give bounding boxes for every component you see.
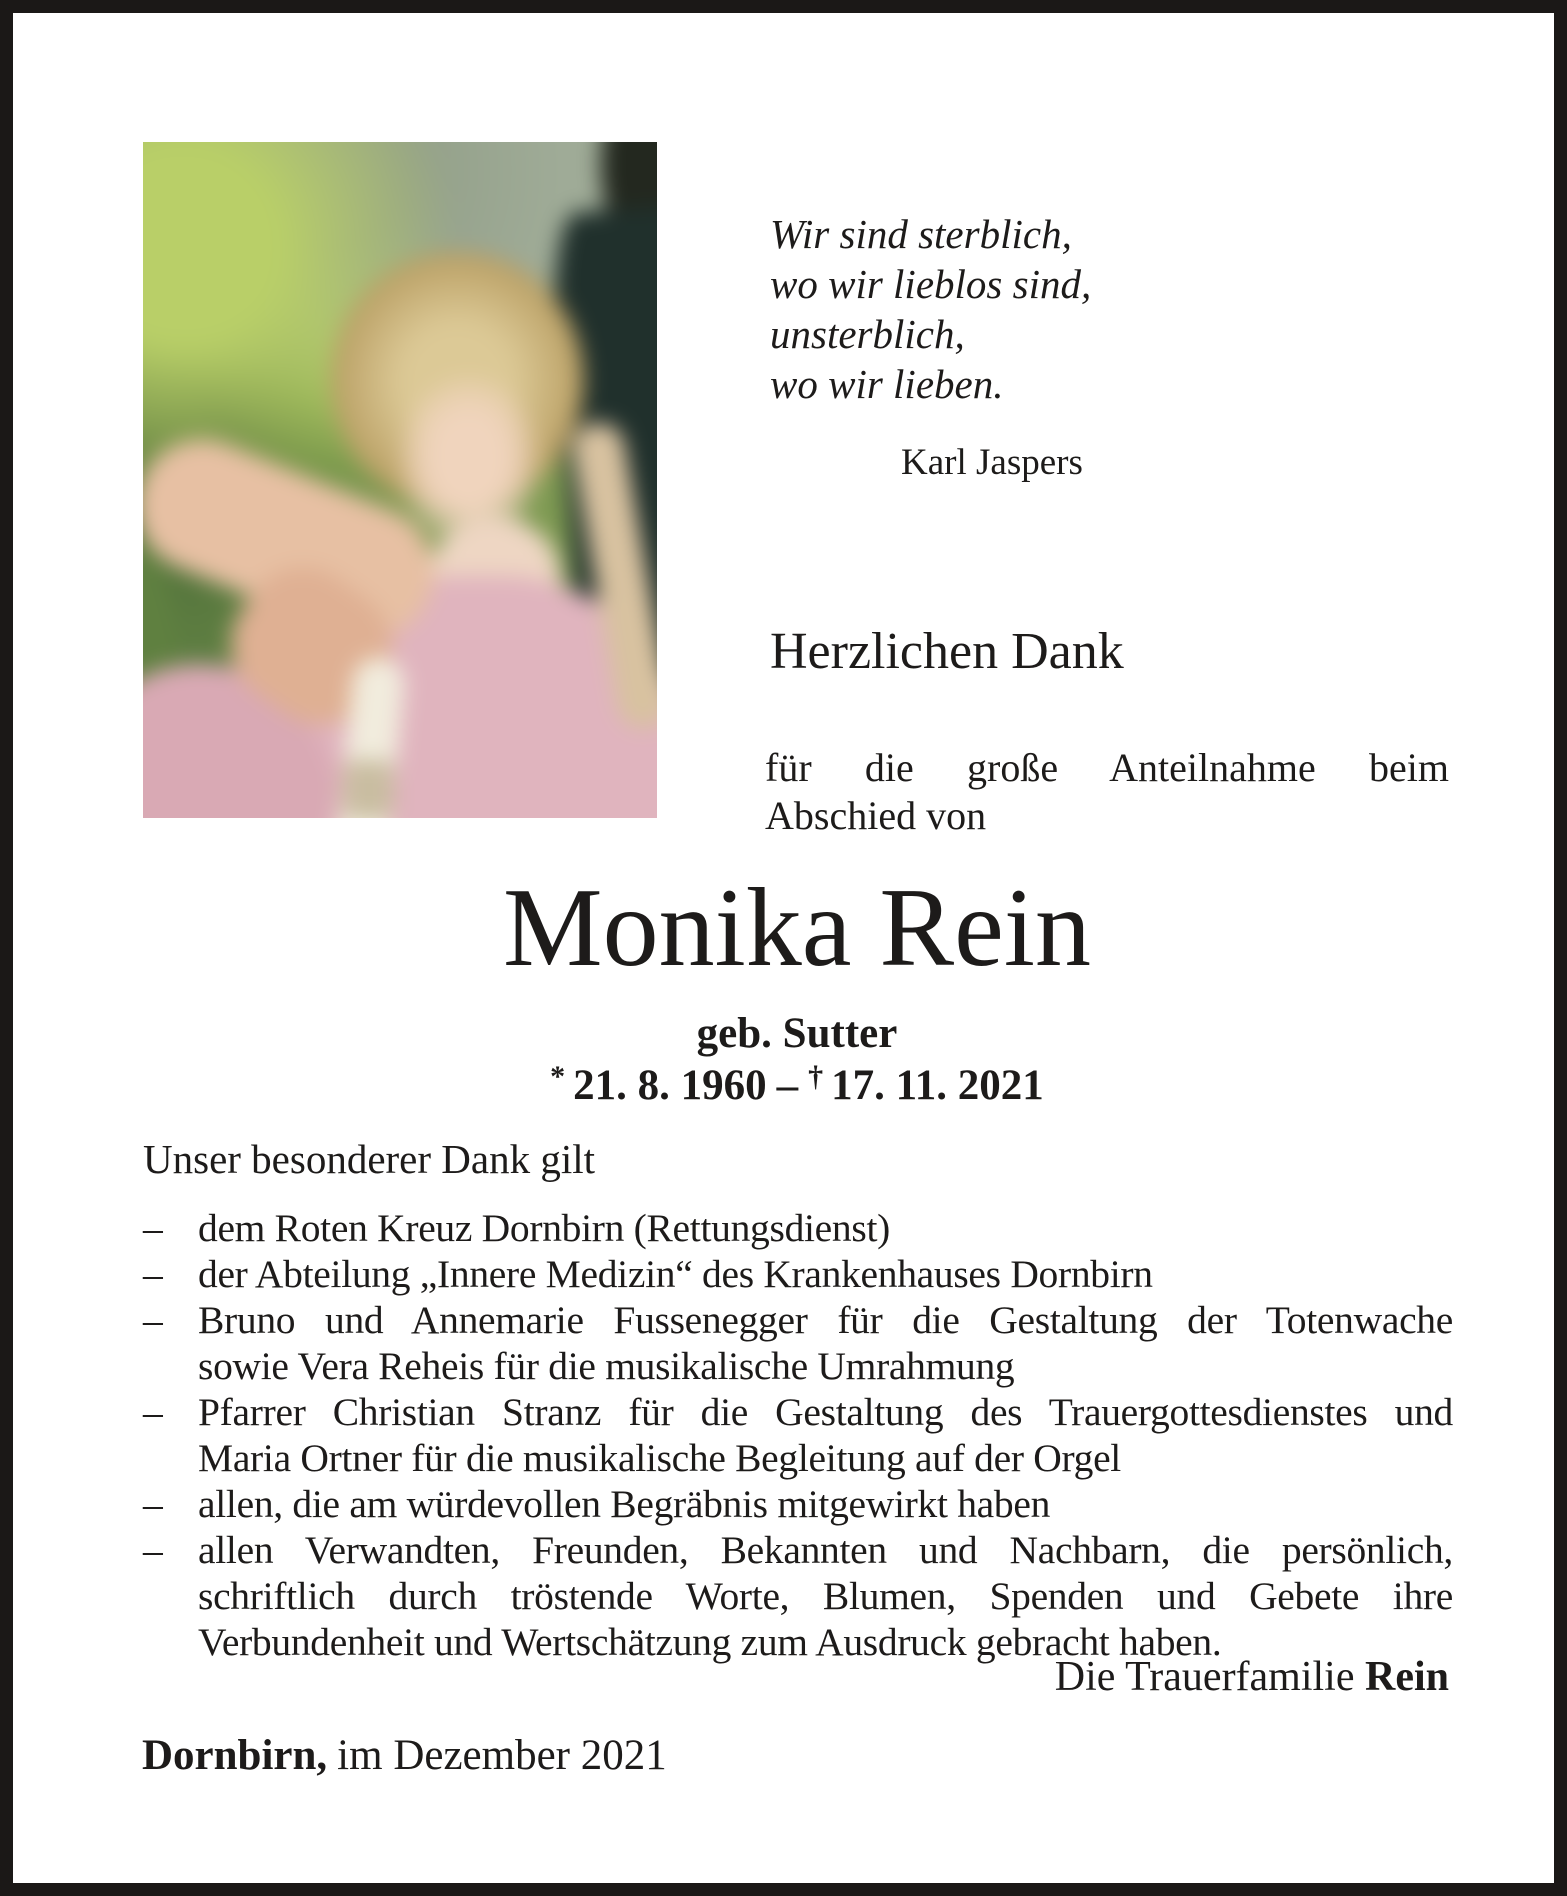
acknowledgement-item [143, 1481, 1453, 1527]
memorial-quote [770, 209, 1240, 409]
place-date-line [142, 1731, 667, 1780]
acknowledgement-text [198, 1527, 1453, 1665]
thanks-intro [765, 744, 1449, 840]
acknowledgement-line: Pfarrer Christian Stranz für die Gestaltung des Trauergottesdienstes und [198, 1390, 1453, 1434]
family-signature [143, 1653, 1449, 1701]
place-name: Dornbirn, [142, 1732, 328, 1779]
acknowledgement-item [143, 1251, 1453, 1297]
bullet-dash: – [143, 1528, 163, 1572]
acknowledgement-line: der Abteilung „Innere Medizin“ des Krankenhauses Dornbirn [198, 1252, 1153, 1296]
family-signature-prefix: Die Trauerfamilie [1054, 1654, 1355, 1700]
thanks-intro-line: für die große Anteilnahme beim [765, 745, 1449, 790]
family-name: Rein [1365, 1654, 1449, 1700]
dates-separator: – [776, 1062, 799, 1109]
bullet-dash: – [143, 1482, 163, 1526]
acknowledgement-line: Verbundenheit und Wertschätzung zum Ausdruck gebracht haben. [198, 1620, 1222, 1664]
acknowledgements-list [143, 1205, 1453, 1665]
quote-attribution: Karl Jaspers [901, 442, 1083, 483]
acknowledgement-text [198, 1251, 1453, 1297]
bullet-dash: – [143, 1206, 163, 1250]
date-text: im Dezember 2021 [337, 1732, 667, 1779]
acknowledgement-item [143, 1205, 1453, 1251]
acknowledgement-line: sowie Vera Reheis für die musikalische Umrahmung [198, 1344, 1015, 1388]
thanks-heading: Herzlichen Dank [770, 623, 1124, 680]
acknowledgement-text [198, 1205, 1453, 1251]
birth-date: 21. 8. 1960 [573, 1062, 767, 1109]
birth-symbol: * [550, 1060, 566, 1093]
portrait-photo [143, 142, 657, 818]
acknowledgement-line: Bruno und Annemarie Fussenegger für die Gestaltung der Totenwache [198, 1298, 1453, 1342]
thanks-intro-line: Abschied von [765, 793, 987, 838]
bullet-dash: – [143, 1252, 163, 1296]
acknowledgement-line: dem Roten Kreuz Dornbirn (Rettungsdienst) [198, 1206, 890, 1250]
quote-line: wo wir lieblos sind, [770, 261, 1092, 307]
acknowledgement-item [143, 1389, 1453, 1481]
maiden-name: geb. Sutter [696, 1010, 898, 1057]
life-dates [143, 1060, 1451, 1110]
acknowledgement-text [198, 1297, 1453, 1389]
bullet-dash: – [143, 1298, 163, 1342]
quote-line: unsterblich, [770, 311, 965, 357]
acknowledgement-line: allen Verwandten, Freunden, Bekannten und Nachbarn, die persönlich, [198, 1528, 1453, 1572]
acknowledgement-item [143, 1297, 1453, 1389]
deceased-name: Monika Rein [503, 866, 1091, 990]
acknowledgement-text [198, 1481, 1453, 1527]
acknowledgement-line: Maria Ortner für die musikalische Begleitung auf der Orgel [198, 1436, 1121, 1480]
acknowledgements-intro: Unser besonderer Dank gilt [143, 1136, 596, 1182]
quote-line: wo wir lieben. [770, 361, 1004, 407]
quote-line: Wir sind sterblich, [770, 211, 1072, 257]
death-symbol: † [808, 1060, 824, 1093]
death-date: 17. 11. 2021 [831, 1062, 1044, 1109]
acknowledgement-line: schriftlich durch tröstende Worte, Blumen, Spenden und Gebete ihre [198, 1574, 1453, 1618]
acknowledgement-line: allen, die am würdevollen Begräbnis mitgewirkt haben [198, 1482, 1051, 1526]
bullet-dash: – [143, 1390, 163, 1434]
acknowledgement-item [143, 1527, 1453, 1665]
portrait-photo-painting [143, 142, 657, 818]
acknowledgement-text [198, 1389, 1453, 1481]
